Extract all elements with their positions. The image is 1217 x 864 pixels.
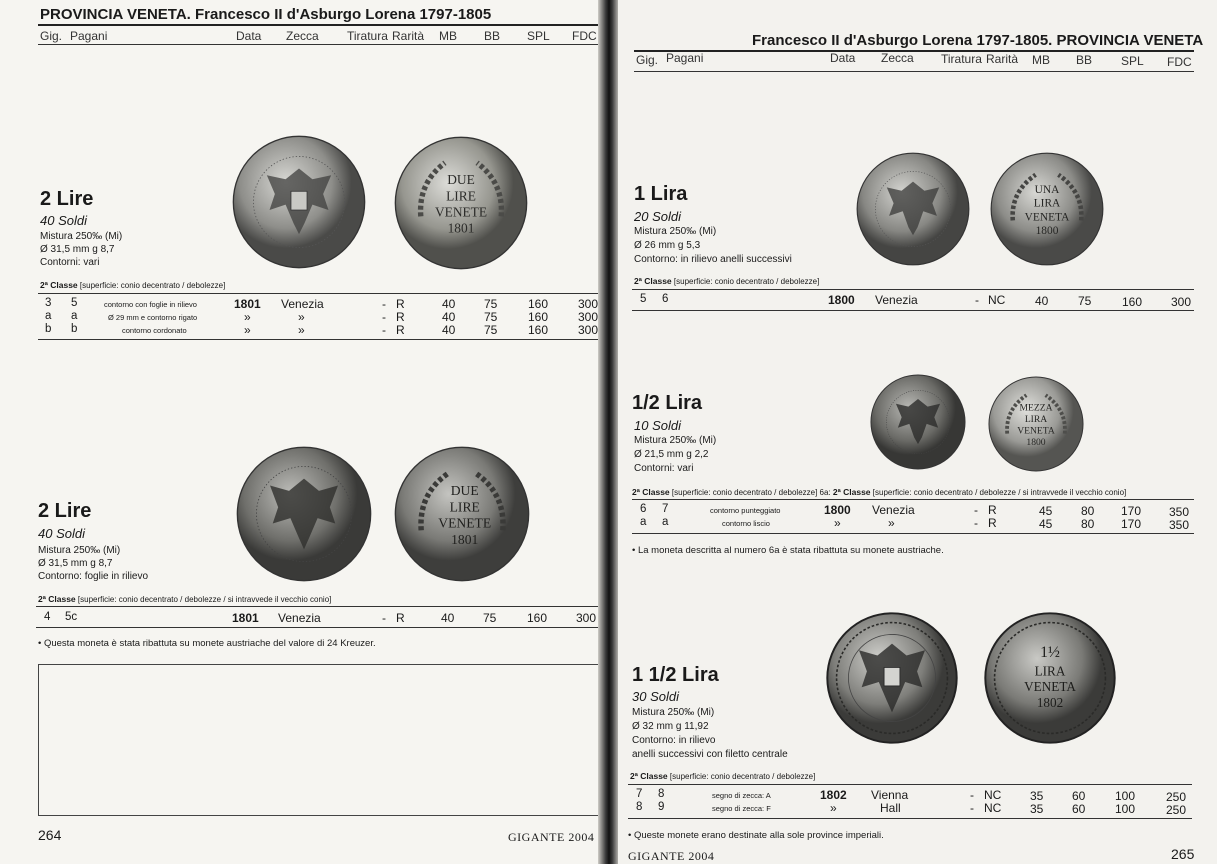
cell-data: » [834,516,841,530]
cell-bb: 80 [1081,517,1095,531]
cell-bb: 80 [1081,504,1095,518]
cell-mb: 45 [1039,504,1053,518]
legend-line: 1800 [1026,437,1046,449]
legend-line: VENETE [438,515,492,531]
legend-line: 1802 [1036,695,1064,711]
table-bottom-rule [632,310,1194,311]
soldi-value: 30 Soldi [632,689,679,704]
coin-obverse-image [856,152,970,266]
cell-pagani: a [71,310,78,322]
col-rarita: Rarità [392,29,425,43]
cell-gig: a [640,516,647,528]
cell-pagani: 9 [658,801,665,813]
cell-rarita: R [396,323,405,337]
classe-label: 2ª Classe [40,280,78,290]
cell-tiratura: - [382,310,386,324]
cell-gig: 5 [640,293,647,305]
cell-bb: 75 [1078,294,1092,308]
legend-line: 1801 [447,220,475,236]
legend-line: 1800 [1035,225,1059,238]
table-bottom-rule [38,339,600,340]
cell-data: 1801 [232,611,259,625]
cell-spl: 100 [1115,789,1136,803]
spec-edge: Contorni: vari [40,257,100,268]
cell-data: 1800 [828,293,855,307]
denomination: 1 Lira [634,183,688,205]
legend-line: VENETE [434,204,488,220]
legend-line: LIRA [1034,663,1066,679]
cell-bb: 75 [484,310,498,324]
col-data: Data [236,29,262,43]
soldi-value: 10 Soldi [634,418,681,433]
cell-fdc: 300 [576,611,597,625]
cell-spl: 160 [528,310,549,324]
cell-fdc: 350 [1169,505,1190,519]
coin-obverse-image [826,612,958,744]
legend-line: 1½ [1040,643,1060,661]
cell-pagani: 5c [65,611,78,623]
cell-gig: 8 [636,801,643,813]
footnote: • Questa moneta è stata ribattuta su monete austriache del valore di 24 Kreuzer. [38,638,376,649]
table-top-rule [632,499,1194,500]
page-number: 264 [38,827,62,843]
cell-mb: 40 [442,297,456,311]
cell-note: contorno cordonato [122,326,187,335]
cell-rarita: NC [988,293,1006,307]
spec-alloy: Mistura 250‰ (Mi) [38,545,121,556]
cell-pagani: 6 [662,293,669,305]
spec-size: Ø 26 mm g 5,3 [634,240,701,251]
soldi-value: 40 Soldi [40,213,87,228]
cell-zecca: Venezia [281,297,324,311]
denomination: 2 Lire [40,188,94,210]
coin-reverse-image [984,612,1116,744]
table-top-rule [628,784,1192,785]
classe-label: 2ª Classe [632,487,670,497]
cell-spl: 100 [1115,802,1136,816]
spec-edge: Contorni: vari [634,463,694,474]
cell-pagani: b [71,323,78,335]
cell-bb: 75 [484,323,498,337]
cell-note: segno di zecca: F [712,804,771,813]
cell-rarita: R [396,611,405,625]
running-head: PROVINCIA VENETA. Francesco II d'Asburgo Lorena 1797-1805 [40,6,492,23]
cell-rarita: NC [984,788,1002,802]
cell-tiratura: - [970,788,974,802]
col-fdc: FDC [572,29,597,43]
value-reverse-icon [984,612,1116,744]
spec-edge: Contorno: in rilievo anelli successivi [634,254,792,265]
classe-label-secondary: 2ª Classe [832,487,871,497]
cell-mb: 35 [1030,789,1044,803]
cell-zecca: » [888,516,895,530]
cell-spl: 170 [1121,504,1142,518]
spec-alloy: Mistura 250‰ (Mi) [40,231,123,242]
cell-bb: 60 [1072,789,1086,803]
table-bottom-rule [632,533,1194,534]
header-rule [634,50,1194,52]
cell-zecca: Vienna [871,788,909,802]
cell-mb: 40 [442,323,456,337]
spec-alloy: Mistura 250‰ (Mi) [634,226,717,237]
cell-gig: b [45,323,52,335]
columns-rule [634,71,1194,72]
classe-note [630,771,815,781]
cell-tiratura: - [382,297,386,311]
col-spl: SPL [1121,54,1144,68]
legend-line: DUE [447,172,475,188]
coin-reverse-image [990,152,1104,266]
cell-pagani: a [662,516,669,528]
spec-alloy: Mistura 250‰ (Mi) [632,707,715,718]
cell-fdc: 250 [1166,790,1187,804]
cell-mb: 40 [441,611,455,625]
left-page [0,0,600,864]
header-rule [38,24,600,26]
cell-tiratura: - [970,801,974,815]
cell-note: contorno punteggiato [710,506,781,515]
legend-line: MEZZA [1019,402,1053,414]
cell-fdc: 300 [578,323,599,337]
columns-rule [38,44,600,45]
classe-text: [superficie: conio decentrato / debolezze] [673,277,820,286]
col-gig: Gig. [40,29,63,43]
coin-obverse-image [236,446,372,582]
cell-mb: 40 [442,310,456,324]
legend-line: VENETA [1024,211,1070,224]
col-pagani: Pagani [70,29,108,43]
cell-gig: 6 [640,503,647,515]
cell-fdc: 300 [578,310,599,324]
table-top-rule [36,606,600,607]
col-data: Data [830,51,856,65]
cell-spl: 160 [528,323,549,337]
brand-footer: GIGANTE 2004 [508,830,595,844]
cell-spl: 160 [528,297,549,311]
cell-rarita: R [396,297,405,311]
soldi-value: 20 Soldi [634,209,681,224]
coin-reverse-image [394,446,530,582]
footnote: • Queste monete erano destinate alla sole province imperiali. [628,830,884,841]
cell-data: » [244,323,251,337]
empty-frame [38,664,600,816]
classe-note [634,276,819,286]
col-tiratura: Tiratura [347,29,388,43]
coin-reverse-image [988,376,1084,472]
cell-tiratura: - [975,293,979,307]
cell-mb: 35 [1030,802,1044,816]
eagle-obverse-icon [236,446,372,582]
cell-data: 1802 [820,788,847,802]
cell-fdc: 300 [578,297,599,311]
col-zecca: Zecca [881,51,914,65]
legend-line: LIRE [449,499,480,515]
coin-obverse-image [232,135,366,269]
eagle-obverse-icon [826,612,958,744]
classe-note [38,594,331,604]
cell-data: » [244,310,251,324]
cell-note: contorno liscio [722,519,770,528]
legend-line: VENETA [1024,679,1076,695]
cell-zecca: » [298,310,305,324]
cell-bb: 75 [483,611,497,625]
col-gig: Gig. [636,53,659,67]
legend-line: LIRA [1033,197,1061,210]
spec-size: Ø 31,5 mm g 8,7 [38,558,113,569]
cell-tiratura: - [974,503,978,517]
classe-label: 2ª Classe [630,771,668,781]
col-mb: MB [439,29,457,43]
classe-text: [superficie: conio decentrato / debolezze / si intravvede il vecchio conio] [77,595,332,604]
cell-fdc: 300 [1171,295,1192,309]
cell-tiratura: - [382,323,386,337]
cell-note: Ø 29 mm e contorno rigato [108,313,198,322]
wreath-reverse-icon [988,376,1084,472]
right-page [618,0,1217,864]
cell-spl: 170 [1121,517,1142,531]
cell-zecca: Venezia [875,293,918,307]
cell-data: 1800 [824,503,851,517]
cell-gig: a [45,310,52,322]
soldi-value: 40 Soldi [38,526,85,541]
cell-tiratura: - [974,516,978,530]
classe-note [40,280,225,290]
eagle-obverse-icon [870,374,966,470]
table-bottom-rule [628,818,1192,819]
classe-note [632,487,1126,497]
col-pagani: Pagani [666,51,704,65]
eagle-obverse-icon [856,152,970,266]
book-gutter [598,0,620,864]
spec-edge: Contorno: foglie in rilievo [38,571,149,582]
col-rarita: Rarità [986,52,1019,66]
cell-pagani: 7 [662,503,669,515]
cell-rarita: R [988,516,997,530]
cell-note: segno di zecca: A [712,791,771,800]
cell-mb: 40 [1035,294,1049,308]
brand-footer: GIGANTE 2004 [628,849,715,863]
classe-text-secondary: [superficie: conio decentrato / debolezze / si intravvede il vecchio conio] [872,488,1127,497]
spec-edge-detail: anelli successivi con filetto centrale [632,749,788,760]
table-top-rule [38,293,600,294]
legend-line: DUE [450,482,479,498]
cell-zecca: Hall [880,801,901,815]
denomination: 1/2 Lira [632,392,703,414]
cell-fdc: 350 [1169,518,1190,532]
classe-label: 2ª Classe [634,276,672,286]
legend-line: LIRA [1024,414,1048,426]
cell-tiratura: - [382,611,386,625]
eagle-obverse-icon [232,135,366,269]
spec-size: Ø 31,5 mm g 8,7 [40,244,115,255]
wreath-reverse-icon [990,152,1104,266]
cell-data: » [830,801,837,815]
cell-spl: 160 [1122,295,1143,309]
spec-edge: Contorno: in rilievo [632,735,716,746]
legend-line: UNA [1034,184,1060,197]
wreath-reverse-icon [394,136,528,270]
cell-bb: 60 [1072,802,1086,816]
coin-obverse-image [870,374,966,470]
coin-reverse-image [394,136,528,270]
cell-mb: 45 [1039,517,1053,531]
classe-text: [superficie: conio decentrato / debolezze] [79,281,226,290]
col-mb: MB [1032,53,1050,67]
cell-gig: 7 [636,788,643,800]
cell-gig: 3 [45,297,52,309]
page-number: 265 [1171,846,1195,862]
cell-bb: 75 [484,297,498,311]
classe-text: [superficie: conio decentrato / debolezze] [669,772,816,781]
col-zecca: Zecca [286,29,319,43]
running-head: Francesco II d'Asburgo Lorena 1797-1805. PROVINCIA VENETA [752,32,1204,49]
spec-size: Ø 32 mm g 11,92 [632,721,709,732]
cell-spl: 160 [527,611,548,625]
cell-rarita: R [396,310,405,324]
col-spl: SPL [527,29,550,43]
cell-pagani: 5 [71,297,78,309]
cell-note: contorno con foglie in rilievo [104,300,197,309]
table-top-rule [632,289,1194,290]
cell-rarita: R [988,503,997,517]
cell-pagani: 8 [658,788,665,800]
legend-line: 1801 [451,531,479,547]
col-bb: BB [1076,53,1093,67]
denomination: 2 Lire [38,500,92,522]
legend-line: LIRE [446,188,476,204]
cell-rarita: NC [984,801,1002,815]
cell-zecca: Venezia [872,503,915,517]
classe-label: 2ª Classe [38,594,76,604]
wreath-reverse-icon [394,446,530,582]
cell-zecca: Venezia [278,611,321,625]
cell-fdc: 250 [1166,803,1187,817]
cell-gig: 4 [44,611,51,623]
col-fdc: FDC [1167,55,1192,69]
classe-text: [superficie: conio decentrato / debolezze] 6a: [671,488,831,497]
col-tiratura: Tiratura [941,52,982,66]
denomination: 1 1/2 Lira [632,664,719,686]
legend-line: VENETA [1017,425,1055,437]
table-bottom-rule [36,627,600,628]
cell-data: 1801 [234,297,261,311]
cell-zecca: » [298,323,305,337]
spec-alloy: Mistura 250‰ (Mi) [634,435,717,446]
spec-size: Ø 21,5 mm g 2,2 [634,449,709,460]
footnote: • La moneta descritta al numero 6a è stata ribattuta su monete austriache. [632,545,944,556]
col-bb: BB [484,29,501,43]
